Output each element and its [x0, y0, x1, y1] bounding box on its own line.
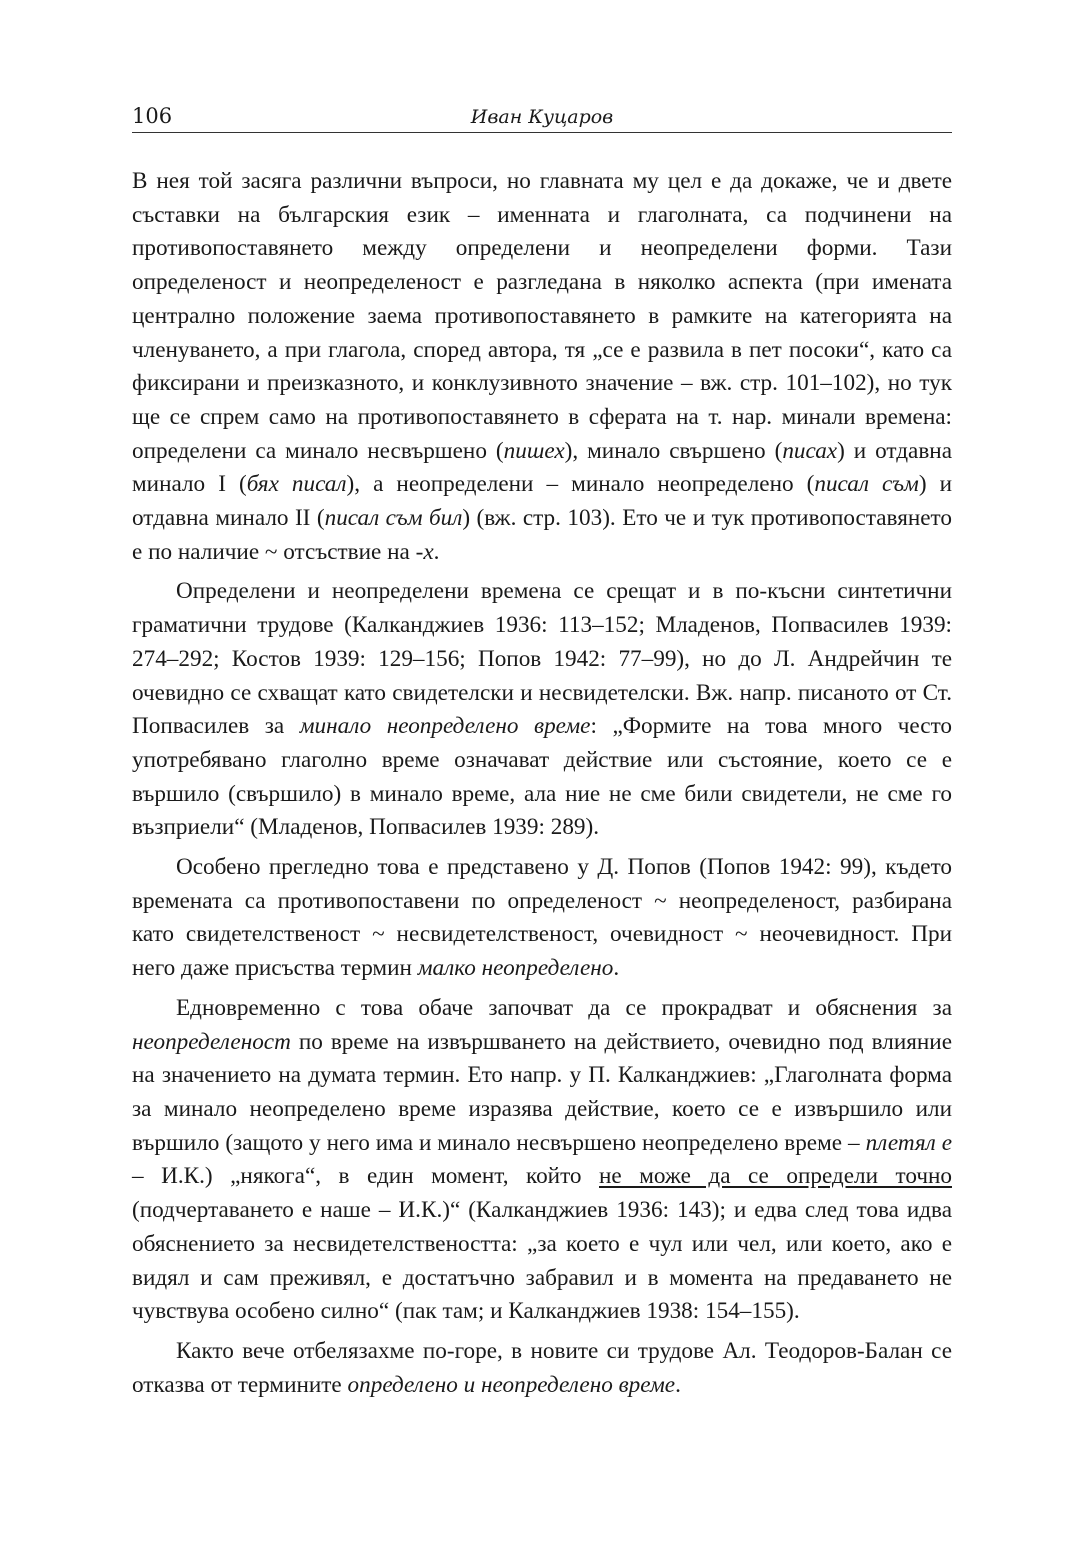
text: ), минало свършено (: [564, 437, 783, 464]
paragraph-3: [132, 851, 952, 986]
text: В нея той засяга различни въпроси, но главната му цел е да докаже, че и двете съставки на българския език – именната и глаголната, са подчинени на противопоставянето между определени и неопределени форми. Тази определеност и неопределеност е разгледана в няколко аспекта (при имената централно положение заема противопоставянето в рамките на категорията на членуването, а при глагола, според автора, тя „се е развила в пет посоки“, като са фиксирани и преизказното, и конклузивното значение – вж. стр. 101–102), но тук ще се спрем само на противопоставянето в сферата на т. нар. минали времена: определени са минало несвършено (: [132, 168, 952, 464]
text: ) (вж. стр. 103). Ето че и тук противопоставянето е по наличие ~ отсъствие на: [132, 505, 952, 565]
text: Особено прегледно това е представено у Д. Попов (Попов 1942: 99), където времената са противопоставени по определеност ~ неопределеност, разбирана като свидетелственост ~ несвидетелственост, очевидност ~ неочевидност. При него даже присъства термин: [132, 854, 952, 982]
text: ) и отдавна минало II (: [132, 471, 952, 532]
paragraph-5: [132, 1335, 952, 1402]
page-number: 106: [132, 104, 173, 128]
italic-term: писал съм бил: [324, 505, 463, 532]
text: ), а неопределени – минало неопределено (: [346, 471, 815, 498]
italic-term: минало неопределено време: [299, 713, 591, 740]
paragraph-4: [132, 992, 952, 1329]
running-title: Иван Куцаров: [470, 106, 614, 128]
italic-term: бях писал: [246, 471, 347, 498]
italic-term: малко неопределено: [417, 955, 614, 982]
text: : „Формите на това много често употребявано глаголно време означават действие или състояние, което се е вършило (свършило) в минало време, ала ние не сме били свидетели, не сме го възприели“ (Младенов, Попвасилев 1939: 289).: [132, 713, 952, 841]
text: Както вече отбелязахме по-горе, в новите си трудове Ал. Теодоров-Балан се отказва от термините: [132, 1337, 952, 1398]
paragraph-1: [132, 165, 952, 569]
page-header: [132, 100, 952, 133]
italic-term: пишех: [503, 437, 565, 464]
text: (подчертаването е наше – И.К.)“ (Калканджиев 1936: 143); и едва след това идва обяснението за несвидетелствеността: „за което е чул или чел, или което, ако е видял и сам преживял, е достатъчно забравил и в момента на предаването не чувствува особено силно“ (пак там; и Калканджиев 1938: 154–155).: [132, 1197, 952, 1325]
italic-term: писах: [782, 437, 838, 464]
italic-term: -х: [415, 538, 434, 565]
text: ) и отдавна минало I (: [132, 437, 952, 498]
text: по време на извършването на действието, очевидно под влияние на значението на думата термин. Ето напр. у П. Калканджиев: „Глаголната форма за минало неопределено време изразява действие, което се е извършило или вършило (защото у него има и минало несвършено неопределено време –: [132, 1028, 952, 1156]
text: .: [675, 1371, 681, 1398]
text: Определени и неопределени времена се срещат и в по-късни синтетични граматични трудове (Калканджиев 1936: 113–152; Младенов, Попвасилев 1939: 274–292; Костов 1939: 129–156; Попов 1942: 77–99), но до Л. Андрейчин те очевидно се схващат като свидетелски и несвидетелски. Вж. напр. писаното от Ст. Попвасилев за: [132, 578, 952, 740]
paragraph-2: [132, 575, 952, 845]
italic-term: неопределеност: [132, 1028, 291, 1055]
text: .: [613, 955, 620, 982]
italic-term: писал съм: [814, 471, 919, 498]
underlined-quote: не може да се определи точно: [599, 1163, 952, 1190]
text: Едновременно с това обаче започват да се прокрадват и обяснения за: [176, 994, 952, 1021]
italic-term: плетял е: [865, 1129, 952, 1156]
italic-term: определено и неопределено време: [347, 1371, 676, 1398]
body-text: [132, 165, 952, 1402]
text: .: [433, 538, 440, 565]
text: – И.К.) „някога“, в един момент, който: [132, 1163, 599, 1190]
